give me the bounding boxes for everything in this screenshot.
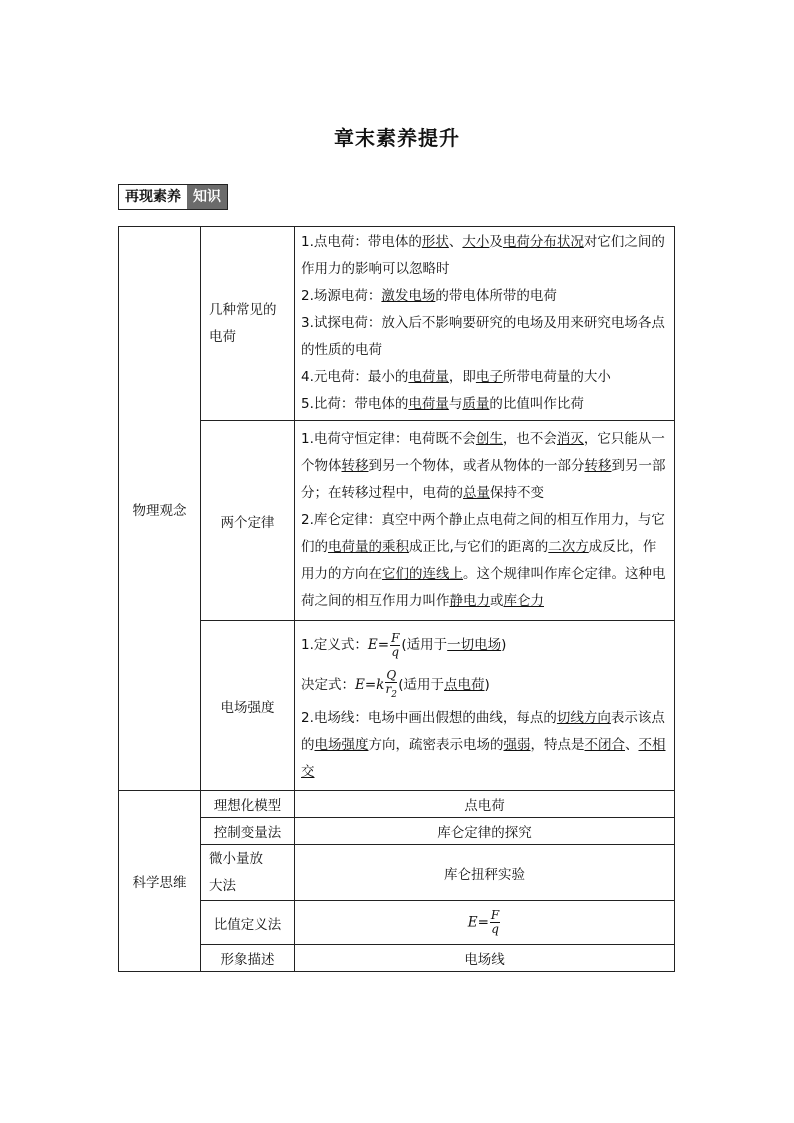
example-cell: E= $\frac{F}{q}$ bbox=[295, 901, 675, 945]
table-row bbox=[119, 901, 675, 945]
list-item: 3.试探电荷：放入后不影响要研究的电场及用来研究电场各点的性质的电荷 bbox=[301, 315, 665, 358]
page-title: 章末素养提升 bbox=[334, 126, 460, 150]
table-row bbox=[119, 845, 675, 901]
determining-formula: 决定式：E=k $\frac{Q}{r_2}$ (适用于点电荷) bbox=[301, 667, 490, 700]
method-cell: 控制变量法 bbox=[201, 818, 295, 845]
topic-charges bbox=[201, 227, 295, 421]
list-item: 2.场源电荷：激发电场的带电体所带的电荷 bbox=[301, 288, 557, 304]
table-row bbox=[119, 818, 675, 845]
method-cell: 微小量放大法 bbox=[201, 845, 295, 901]
law-conservation: 1.电荷守恒定律：电荷既不会创生，也不会消灭，它只能从一个物体转移到另一个物体，或者从物体的一部分转移到另一部分；在转移过程中，电荷的总量保持不变 bbox=[301, 431, 666, 501]
field-lines: 2.电场线：电场中画出假想的曲线，每点的切线方向表示该点的电场强度方向，疏密表示电场的强弱，特点是不闭合、不相交 bbox=[301, 710, 666, 780]
method-cell: 形象描述 bbox=[201, 945, 295, 972]
example-cell: 库仑定律的探究 bbox=[295, 818, 675, 845]
field-content bbox=[295, 621, 675, 791]
category-scientific-thinking: 科学思维 bbox=[119, 791, 201, 972]
fraction: $\frac{F}{q}$ bbox=[490, 908, 500, 936]
table-row bbox=[119, 945, 675, 972]
table-row bbox=[119, 621, 675, 791]
topic-charges-line1: 几种常见的 bbox=[209, 301, 277, 318]
example-cell: 库仑扭秤实验 bbox=[295, 845, 675, 901]
table-row bbox=[119, 421, 675, 621]
fraction: $\frac{F}{q}$ bbox=[391, 630, 400, 659]
section-header-tag: 知识 bbox=[187, 185, 227, 209]
example-cell: 点电荷 bbox=[295, 791, 675, 818]
table-row bbox=[119, 227, 675, 421]
section-header bbox=[118, 184, 228, 210]
topic-charges-line2: 电荷 bbox=[209, 328, 236, 345]
charges-content bbox=[295, 227, 675, 421]
fraction: $\frac{Q}{r_2}$ bbox=[385, 667, 398, 700]
summary-table bbox=[118, 226, 675, 972]
section-header-main: 再现素养 bbox=[119, 185, 187, 209]
table-row bbox=[119, 791, 675, 818]
method-cell: 理想化模型 bbox=[201, 791, 295, 818]
category-physics-concept: 物理观念 bbox=[119, 227, 201, 791]
law-coulomb: 2.库仑定律：真空中两个静止点电荷之间的相互作用力，与它们的电荷量的乘积成正比,与它们的距离的二次方成反比，作用力的方向在它们的连线上。这个规律叫作库仑定律。这种电荷之间的相互作用力叫作静电力或库仑力 bbox=[301, 512, 666, 609]
topic-field-strength: 电场强度 bbox=[201, 621, 295, 791]
topic-laws: 两个定律 bbox=[201, 421, 295, 621]
laws-content bbox=[295, 421, 675, 621]
list-item: 4.元电荷：最小的电荷量，即电子所带电荷量的大小 bbox=[301, 369, 611, 385]
example-cell: 电场线 bbox=[295, 945, 675, 972]
method-cell: 比值定义法 bbox=[201, 901, 295, 945]
definition-formula: 1.定义式：E= $\frac{F}{q}$ (适用于一切电场) bbox=[301, 630, 507, 659]
list-item: 1.点电荷：带电体的形状、大小及电荷分布状况对它们之间的作用力的影响可以忽略时 bbox=[301, 234, 665, 277]
list-item: 5.比荷：带电体的电荷量与质量的比值叫作比荷 bbox=[301, 396, 584, 412]
